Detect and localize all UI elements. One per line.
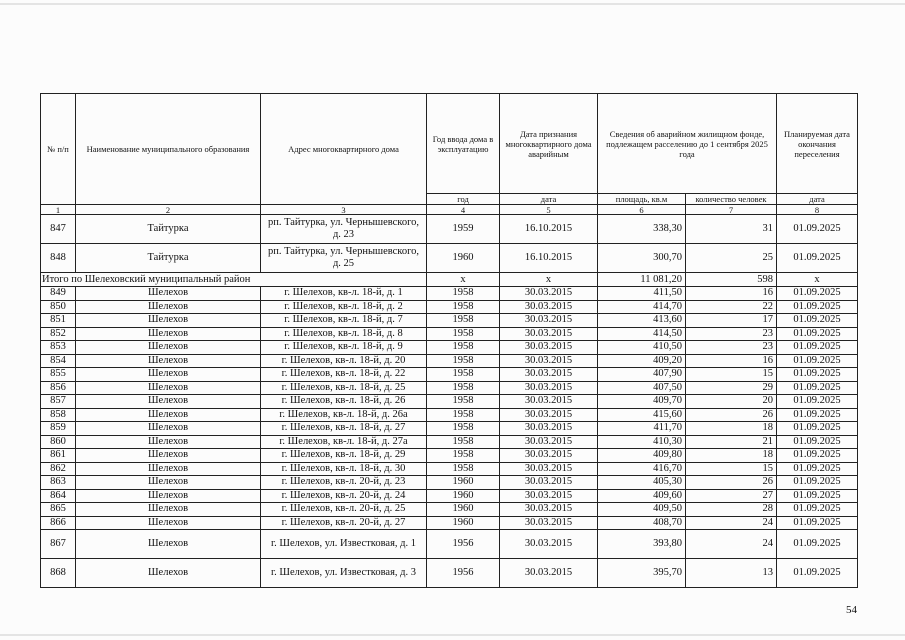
- cell-address: г. Шелехов, кв-л. 20-й, д. 24: [261, 489, 427, 503]
- cell-date: 30.03.2015: [500, 408, 598, 422]
- cell-year: 1958: [427, 300, 500, 314]
- cell-num: 857: [41, 395, 76, 409]
- cell-plan: 01.09.2025: [777, 327, 858, 341]
- scan-edge-top: [0, 3, 905, 5]
- cell-people: 23: [686, 341, 777, 355]
- cell-municipality: Шелехов: [76, 449, 261, 463]
- cell-area: 416,70: [598, 462, 686, 476]
- table-row: [41, 300, 858, 314]
- column-number: 5: [500, 205, 598, 215]
- cell-area: 300,70: [598, 244, 686, 273]
- cell-area: 405,30: [598, 476, 686, 490]
- cell-plan: 01.09.2025: [777, 422, 858, 436]
- cell-area: 410,50: [598, 341, 686, 355]
- cell-area: 414,50: [598, 327, 686, 341]
- cell-people: 28: [686, 503, 777, 517]
- table-row: [41, 368, 858, 382]
- subheader-year: год: [427, 194, 500, 205]
- cell-date: 30.03.2015: [500, 462, 598, 476]
- column-number: 1: [41, 205, 76, 215]
- cell-municipality: Шелехов: [76, 341, 261, 355]
- cell-people: 16: [686, 287, 777, 301]
- cell-plan: 01.09.2025: [777, 449, 858, 463]
- cell-year: 1958: [427, 287, 500, 301]
- cell-year: 1958: [427, 422, 500, 436]
- cell-municipality: Шелехов: [76, 381, 261, 395]
- cell-address: г. Шелехов, кв-л. 18-й, д. 25: [261, 381, 427, 395]
- cell-address: г. Шелехов, кв-л. 18-й, д. 22: [261, 368, 427, 382]
- cell-address: г. Шелехов, кв-л. 20-й, д. 23: [261, 476, 427, 490]
- table-row: [41, 287, 858, 301]
- cell-address: г. Шелехов, кв-л. 18-й, д. 29: [261, 449, 427, 463]
- cell-area: 338,30: [598, 215, 686, 244]
- table-row: [41, 354, 858, 368]
- cell-area: 409,50: [598, 503, 686, 517]
- cell-year: 1958: [427, 462, 500, 476]
- table-row: [41, 530, 858, 559]
- cell-municipality: Шелехов: [76, 503, 261, 517]
- cell-year: 1960: [427, 476, 500, 490]
- main-rows: [41, 287, 858, 530]
- cell-year: 1960: [427, 244, 500, 273]
- cell-year: 1958: [427, 408, 500, 422]
- cell-plan: 01.09.2025: [777, 559, 858, 588]
- cell-people: 27: [686, 489, 777, 503]
- cell-address: г. Шелехов, кв-л. 18-й, д. 26: [261, 395, 427, 409]
- cell-area: 411,50: [598, 287, 686, 301]
- subheader-plan: дата: [777, 194, 858, 205]
- cell-people: 24: [686, 516, 777, 530]
- cell-people: 26: [686, 476, 777, 490]
- subheader-area: площадь, кв.м: [598, 194, 686, 205]
- cell-people: 26: [686, 408, 777, 422]
- cell-plan: 01.09.2025: [777, 368, 858, 382]
- header-plan: Планируемая дата окончания переселения: [777, 94, 858, 194]
- cell-year: 1958: [427, 381, 500, 395]
- cell-year: 1958: [427, 368, 500, 382]
- table-row: [41, 408, 858, 422]
- table-row: [41, 503, 858, 517]
- cell-area: 393,80: [598, 530, 686, 559]
- cell-num: 847: [41, 215, 76, 244]
- cell-area: 407,50: [598, 381, 686, 395]
- header-row: [41, 94, 858, 194]
- cell-date: 16.10.2015: [500, 215, 598, 244]
- cell-year: 1958: [427, 314, 500, 328]
- cell-plan: 01.09.2025: [777, 215, 858, 244]
- cell-date: 30.03.2015: [500, 300, 598, 314]
- table-row: [41, 516, 858, 530]
- header-year: Год ввода дома в эксплуатацию: [427, 94, 500, 194]
- cell-area: 413,60: [598, 314, 686, 328]
- cell-address: г. Шелехов, кв-л. 18-й, д. 8: [261, 327, 427, 341]
- cell-address: г. Шелехов, ул. Известковая, д. 1: [261, 530, 427, 559]
- cell-area: 407,90: [598, 368, 686, 382]
- table-row: [41, 449, 858, 463]
- header-num: № п/п: [41, 94, 76, 205]
- cell-people: 18: [686, 422, 777, 436]
- cell-people: 22: [686, 300, 777, 314]
- cell-address: г. Шелехов, кв-л. 18-й, д. 7: [261, 314, 427, 328]
- cell-date: 30.03.2015: [500, 341, 598, 355]
- cell-plan: 01.09.2025: [777, 489, 858, 503]
- subtotal-plan: x: [777, 273, 858, 287]
- cell-area: 395,70: [598, 559, 686, 588]
- cell-num: 864: [41, 489, 76, 503]
- cell-municipality: Шелехов: [76, 287, 261, 301]
- cell-num: 862: [41, 462, 76, 476]
- cell-address: рп. Тайтурка, ул. Чернышевского, д. 23: [261, 215, 427, 244]
- cell-people: 24: [686, 530, 777, 559]
- page-number: 54: [846, 604, 857, 616]
- cell-municipality: Тайтурка: [76, 244, 261, 273]
- column-number: 3: [261, 205, 427, 215]
- table-row: [41, 381, 858, 395]
- cell-area: 415,60: [598, 408, 686, 422]
- table-row: [41, 341, 858, 355]
- cell-plan: 01.09.2025: [777, 462, 858, 476]
- cell-people: 25: [686, 244, 777, 273]
- table-row: [41, 559, 858, 588]
- cell-municipality: Шелехов: [76, 530, 261, 559]
- cell-year: 1956: [427, 530, 500, 559]
- cell-num: 848: [41, 244, 76, 273]
- cell-year: 1960: [427, 489, 500, 503]
- header-municipality: Наименование муниципального образования: [76, 94, 261, 205]
- cell-num: 868: [41, 559, 76, 588]
- column-number: 6: [598, 205, 686, 215]
- cell-year: 1960: [427, 516, 500, 530]
- cell-plan: 01.09.2025: [777, 476, 858, 490]
- cell-plan: 01.09.2025: [777, 516, 858, 530]
- cell-municipality: Шелехов: [76, 516, 261, 530]
- cell-address: г. Шелехов, кв-л. 18-й, д. 9: [261, 341, 427, 355]
- subtotal-row: [41, 273, 858, 287]
- cell-num: 865: [41, 503, 76, 517]
- header-info: Сведения об аварийном жилищном фонде, подлежащем расселению до 1 сентября 2025 года: [598, 94, 777, 194]
- column-number: 8: [777, 205, 858, 215]
- cell-year: 1958: [427, 354, 500, 368]
- cell-plan: 01.09.2025: [777, 287, 858, 301]
- cell-plan: 01.09.2025: [777, 314, 858, 328]
- cell-year: 1958: [427, 327, 500, 341]
- cell-people: 17: [686, 314, 777, 328]
- cell-municipality: Шелехов: [76, 395, 261, 409]
- cell-plan: 01.09.2025: [777, 435, 858, 449]
- cell-num: 854: [41, 354, 76, 368]
- cell-plan: 01.09.2025: [777, 530, 858, 559]
- cell-date: 30.03.2015: [500, 327, 598, 341]
- cell-municipality: Шелехов: [76, 489, 261, 503]
- cell-address: г. Шелехов, кв-л. 18-й, д. 27: [261, 422, 427, 436]
- cell-plan: 01.09.2025: [777, 244, 858, 273]
- cell-num: 863: [41, 476, 76, 490]
- cell-date: 30.03.2015: [500, 559, 598, 588]
- cell-num: 856: [41, 381, 76, 395]
- cell-address: г. Шелехов, кв-л. 18-й, д. 1: [261, 287, 427, 301]
- subtotal-label: Итого по Шелеховский муниципальный район: [41, 273, 427, 287]
- cell-year: 1958: [427, 395, 500, 409]
- cell-municipality: Шелехов: [76, 354, 261, 368]
- cell-date: 30.03.2015: [500, 381, 598, 395]
- cell-date: 30.03.2015: [500, 489, 598, 503]
- cell-date: 30.03.2015: [500, 476, 598, 490]
- cell-num: 855: [41, 368, 76, 382]
- cell-num: 852: [41, 327, 76, 341]
- cell-municipality: Тайтурка: [76, 215, 261, 244]
- cell-date: 30.03.2015: [500, 314, 598, 328]
- cell-plan: 01.09.2025: [777, 341, 858, 355]
- cell-people: 16: [686, 354, 777, 368]
- cell-people: 18: [686, 449, 777, 463]
- cell-num: 849: [41, 287, 76, 301]
- cell-date: 30.03.2015: [500, 503, 598, 517]
- cell-address: рп. Тайтурка, ул. Чернышевского, д. 25: [261, 244, 427, 273]
- header-date: Дата признания многоквартирного дома аварийным: [500, 94, 598, 194]
- cell-num: 851: [41, 314, 76, 328]
- cell-people: 15: [686, 462, 777, 476]
- cell-num: 853: [41, 341, 76, 355]
- cell-people: 29: [686, 381, 777, 395]
- table-row: [41, 395, 858, 409]
- column-number: 7: [686, 205, 777, 215]
- cell-area: 409,20: [598, 354, 686, 368]
- cell-plan: 01.09.2025: [777, 300, 858, 314]
- cell-municipality: Шелехов: [76, 368, 261, 382]
- cell-people: 15: [686, 368, 777, 382]
- cell-area: 409,60: [598, 489, 686, 503]
- cell-people: 21: [686, 435, 777, 449]
- cell-num: 850: [41, 300, 76, 314]
- cell-date: 30.03.2015: [500, 435, 598, 449]
- header-address: Адрес многоквартирного дома: [261, 94, 427, 205]
- cell-date: 16.10.2015: [500, 244, 598, 273]
- column-number-row: [41, 205, 858, 215]
- cell-municipality: Шелехов: [76, 462, 261, 476]
- cell-municipality: Шелехов: [76, 559, 261, 588]
- cell-plan: 01.09.2025: [777, 408, 858, 422]
- cell-area: 409,70: [598, 395, 686, 409]
- cell-people: 20: [686, 395, 777, 409]
- subtotal-area: 11 081,20: [598, 273, 686, 287]
- table-row: [41, 244, 858, 273]
- cell-municipality: Шелехов: [76, 300, 261, 314]
- register-table: [40, 93, 858, 588]
- column-number: 4: [427, 205, 500, 215]
- cell-date: 30.03.2015: [500, 287, 598, 301]
- cell-num: 858: [41, 408, 76, 422]
- subtotal-date: x: [500, 273, 598, 287]
- column-number: 2: [76, 205, 261, 215]
- cell-area: 414,70: [598, 300, 686, 314]
- cell-people: 31: [686, 215, 777, 244]
- cell-plan: 01.09.2025: [777, 395, 858, 409]
- cell-date: 30.03.2015: [500, 516, 598, 530]
- cell-num: 860: [41, 435, 76, 449]
- cell-num: 867: [41, 530, 76, 559]
- cell-municipality: Шелехов: [76, 314, 261, 328]
- cell-area: 410,30: [598, 435, 686, 449]
- cell-address: г. Шелехов, кв-л. 18-й, д. 2: [261, 300, 427, 314]
- cell-num: 859: [41, 422, 76, 436]
- subtotal-year: x: [427, 273, 500, 287]
- cell-num: 866: [41, 516, 76, 530]
- cell-date: 30.03.2015: [500, 354, 598, 368]
- cell-municipality: Шелехов: [76, 422, 261, 436]
- cell-municipality: Шелехов: [76, 408, 261, 422]
- cell-address: г. Шелехов, кв-л. 18-й, д. 30: [261, 462, 427, 476]
- cell-year: 1958: [427, 341, 500, 355]
- table-row: [41, 314, 858, 328]
- cell-people: 23: [686, 327, 777, 341]
- table-row: [41, 462, 858, 476]
- cell-date: 30.03.2015: [500, 368, 598, 382]
- cell-year: 1958: [427, 449, 500, 463]
- cell-year: 1960: [427, 503, 500, 517]
- subheader-people: количество человек: [686, 194, 777, 205]
- cell-date: 30.03.2015: [500, 395, 598, 409]
- cell-address: г. Шелехов, кв-л. 20-й, д. 25: [261, 503, 427, 517]
- table-row: [41, 489, 858, 503]
- cell-address: г. Шелехов, кв-л. 18-й, д. 26а: [261, 408, 427, 422]
- table-row: [41, 476, 858, 490]
- cell-year: 1958: [427, 435, 500, 449]
- table-row: [41, 435, 858, 449]
- cell-plan: 01.09.2025: [777, 381, 858, 395]
- cell-address: г. Шелехов, кв-л. 20-й, д. 27: [261, 516, 427, 530]
- subheader-date: дата: [500, 194, 598, 205]
- cell-year: 1956: [427, 559, 500, 588]
- cell-address: г. Шелехов, кв-л. 18-й, д. 27а: [261, 435, 427, 449]
- cell-date: 30.03.2015: [500, 530, 598, 559]
- subtotal-people: 598: [686, 273, 777, 287]
- cell-people: 13: [686, 559, 777, 588]
- table-row: [41, 422, 858, 436]
- scan-edge-bottom: [0, 634, 905, 636]
- cell-address: г. Шелехов, кв-л. 18-й, д. 20: [261, 354, 427, 368]
- cell-plan: 01.09.2025: [777, 354, 858, 368]
- cell-municipality: Шелехов: [76, 327, 261, 341]
- cell-address: г. Шелехов, ул. Известковая, д. 3: [261, 559, 427, 588]
- cell-municipality: Шелехов: [76, 435, 261, 449]
- cell-plan: 01.09.2025: [777, 503, 858, 517]
- table-row: [41, 215, 858, 244]
- cell-municipality: Шелехов: [76, 476, 261, 490]
- cell-num: 861: [41, 449, 76, 463]
- cell-year: 1959: [427, 215, 500, 244]
- table-row: [41, 327, 858, 341]
- cell-area: 411,70: [598, 422, 686, 436]
- cell-area: 409,80: [598, 449, 686, 463]
- cell-date: 30.03.2015: [500, 422, 598, 436]
- cell-date: 30.03.2015: [500, 449, 598, 463]
- cell-area: 408,70: [598, 516, 686, 530]
